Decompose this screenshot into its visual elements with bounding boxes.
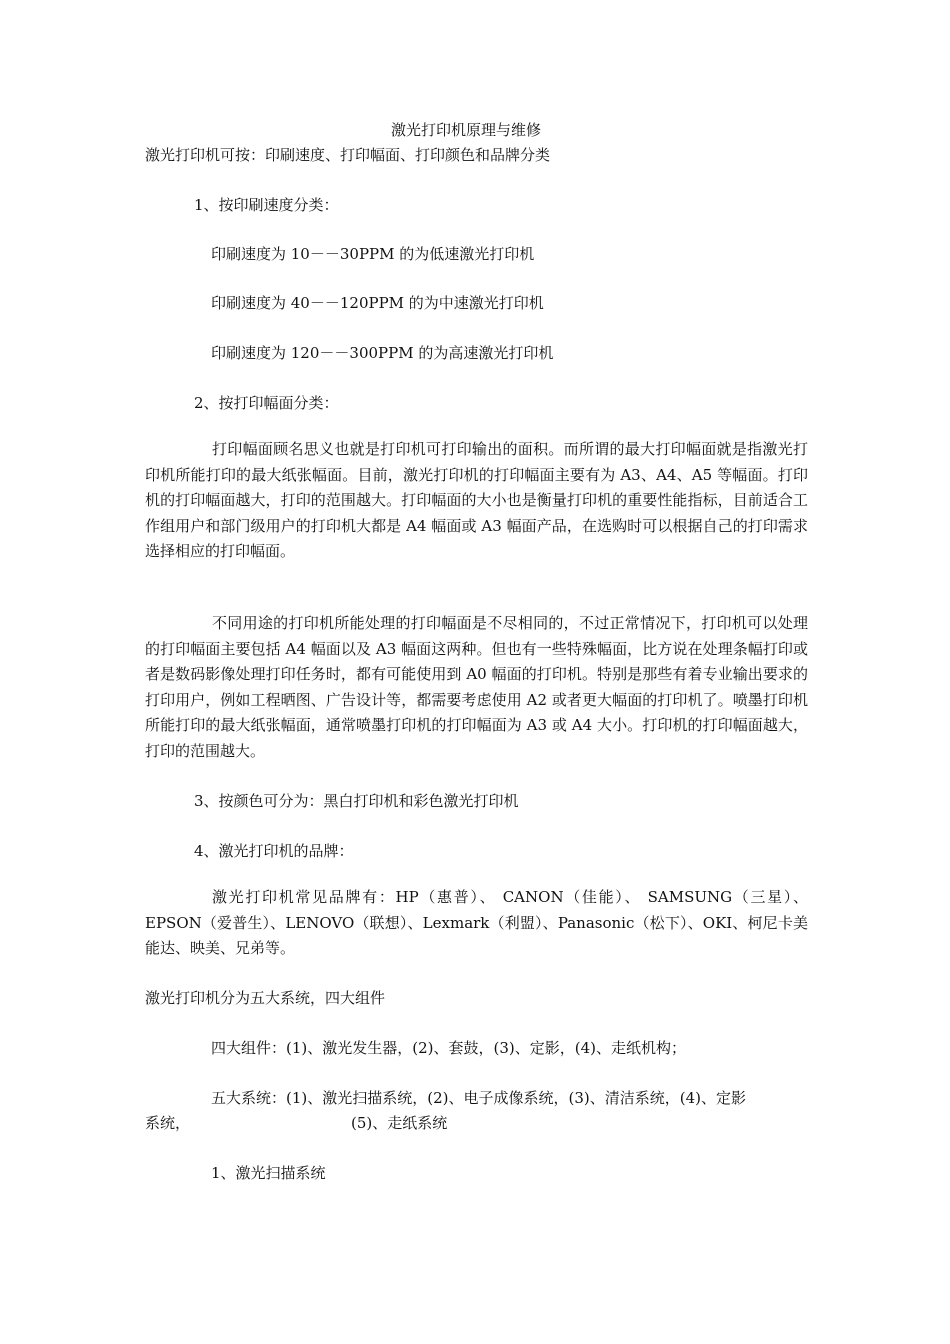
systems-line-1: 五大系统：(1)、激光扫描系统，(2)、电子成像系统，(3)、清洁系统，(4)、定影 [211,1089,746,1107]
document-title: 激光打印机原理与维修 [391,121,542,139]
systems-intro: 激光打印机分为五大系统，四大组件 [145,989,386,1007]
brands-paragraph: 激光打印机常见品牌有：HP（惠普）、 CANON（佳能）、 SAMSUNG（三星）、EPSON（爱普生）、LENOVO（联想）、Lexmark（利盟）、Panasonic（松下）、OKI、柯尼卡美能达、映美、兄弟等。 [145,888,808,958]
paper-size-paragraph-2: 不同用途的打印机所能处理的打印幅面是不尽相同的，不过正常情况下，打印机可以处理的打印幅面主要包括 A4 幅面以及 A3 幅面这两种。但也有一些特殊幅面，比方说在处理条幅打印或者是数码影像处理打印任务时，都有可能使用到 A0 幅面的打印机。特别是那些有着专业输出要求的打印用户，例如工程晒图、广告设计等，都需要考虑使用 A2 或者更大幅面的打印机了。喷墨打印机所能打印的最大纸张幅面，通常喷墨打印机的打印幅面为 A3 或 A4 大小。打印机的打印幅面越大，打印的范围越大。 [145,614,808,760]
section-1-heading: 1、按印刷速度分类： [194,196,339,214]
systems-line-2-end: (5)、走纸系统 [351,1114,448,1132]
section-3-heading: 3、按颜色可分为：黑白打印机和彩色激光打印机 [194,792,519,810]
laser-scan-heading: 1、激光扫描系统 [211,1164,326,1182]
components-line: 四大组件：(1)、激光发生器，(2)、套鼓，(3)、定影，(4)、走纸机构； [211,1039,686,1057]
intro-line: 激光打印机可按：印刷速度、打印幅面、打印颜色和品牌分类 [145,146,551,164]
speed-item-medium: 印刷速度为 40－－120PPM 的为中速激光打印机 [211,294,544,312]
speed-item-high: 印刷速度为 120－－300PPM 的为高速激光打印机 [211,344,554,362]
speed-item-low: 印刷速度为 10－－30PPM 的为低速激光打印机 [211,245,535,263]
section-4-heading: 4、激光打印机的品牌： [194,842,354,860]
section-2-heading: 2、按打印幅面分类： [194,394,339,412]
paper-size-paragraph-1: 打印幅面顾名思义也就是打印机可打印输出的面积。而所谓的最大打印幅面就是指激光打印机所能打印的最大纸张幅面。目前，激光打印机的打印幅面主要有为 A3、A4、A5 等幅面。打印机的打印幅面越大，打印的范围越大。打印幅面的大小也是衡量打印机的重要性能指标，目前适合工作组用户和部门级用户的打印机大都是 A4 幅面或 A3 幅面产品，在选购时可以根据自己的打印需求选择相应的打印幅面。 [145,440,808,561]
systems-line-2-start: 系统， [145,1114,191,1132]
